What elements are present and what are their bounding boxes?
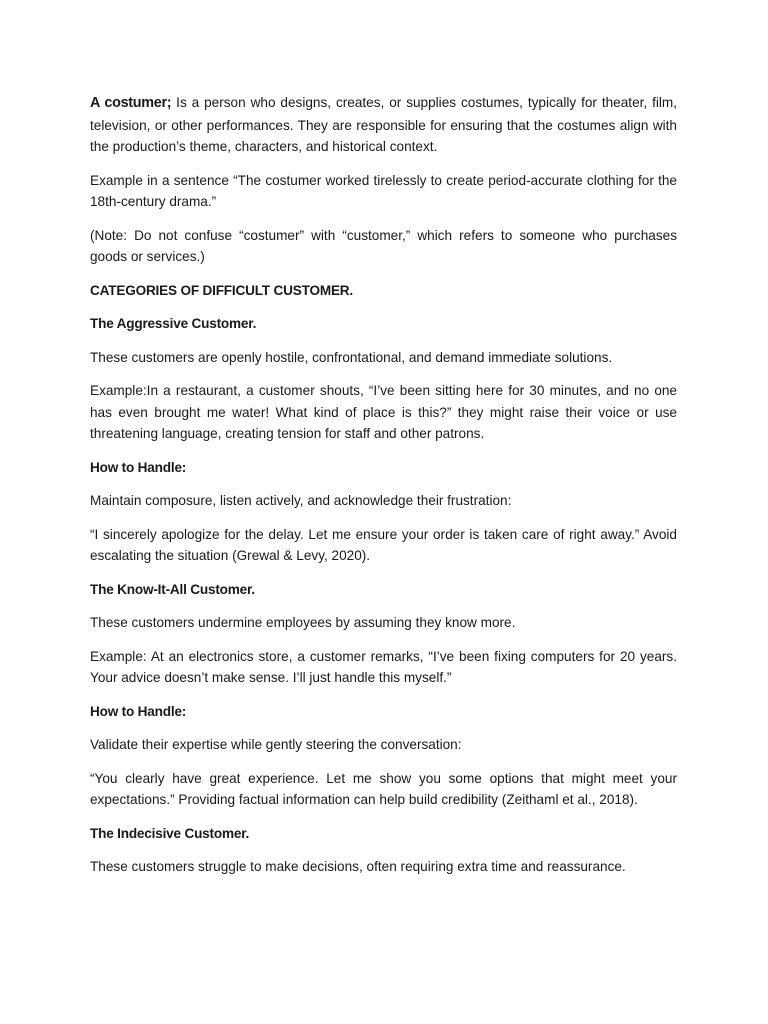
document-page xyxy=(90,92,677,890)
aggressive-how-to-handle-heading: How to Handle: xyxy=(90,459,187,475)
categories-heading: CATEGORIES OF DIFFICULT CUSTOMER. xyxy=(90,282,354,298)
costumer-note-paragraph: (Note: Do not confuse “costumer” with “customer,” which refers to someone who purchases goods or services.) xyxy=(90,227,677,264)
aggressive-customer-heading: The Aggressive Customer. xyxy=(90,316,257,331)
know-it-all-customer-description: These customers undermine employees by assuming they know more. xyxy=(90,615,516,630)
aggressive-handle-quote: “I sincerely apologize for the delay. Let me ensure your order is taken care of right away.” Avoid escalating the situation (Grewal & Levy, 2020). xyxy=(90,526,677,563)
indecisive-customer-heading: The Indecisive Customer. xyxy=(90,825,250,841)
know-it-all-handle-quote: “You clearly have great experience. Let me show you some options that might meet your expectations.” Providing factual information can help build credibility (Zeithaml et al., 2018). xyxy=(90,770,677,807)
costumer-definition-paragraph xyxy=(90,92,677,158)
know-it-all-how-to-handle-heading: How to Handle: xyxy=(90,703,187,719)
costumer-term: A costumer; xyxy=(90,95,172,111)
costumer-example-paragraph: Example in a sentence “The costumer worked tirelessly to create period-accurate clothing for the 18th-century drama.” xyxy=(90,172,677,209)
aggressive-customer-example: Example:In a restaurant, a customer shouts, “I’ve been sitting here for 30 minutes, and no one has even brought me water! What kind of place is this?” they might raise their voice or use threatening language, creating tension for staff and other patrons. xyxy=(90,383,677,441)
know-it-all-customer-heading: The Know-It-All Customer. xyxy=(90,581,255,597)
aggressive-handle-intro: Maintain composure, listen actively, and acknowledge their frustration: xyxy=(90,493,512,508)
know-it-all-handle-intro: Validate their expertise while gently steering the conversation: xyxy=(90,737,462,752)
aggressive-customer-description: These customers are openly hostile, confrontational, and demand immediate solutions. xyxy=(90,349,613,365)
indecisive-customer-description: These customers struggle to make decisions, often requiring extra time and reassurance. xyxy=(90,859,626,874)
costumer-definition: Is a person who designs, creates, or supplies costumes, typically for theater, film, television, or other performances. They are responsible for ensuring that the costumes align with the production’s theme, characters, and historical context. xyxy=(90,95,677,154)
know-it-all-customer-example: Example: At an electronics store, a customer remarks, “I’ve been fixing computers for 20 years. Your advice doesn’t make sense. I’ll just handle this myself.” xyxy=(90,648,677,685)
